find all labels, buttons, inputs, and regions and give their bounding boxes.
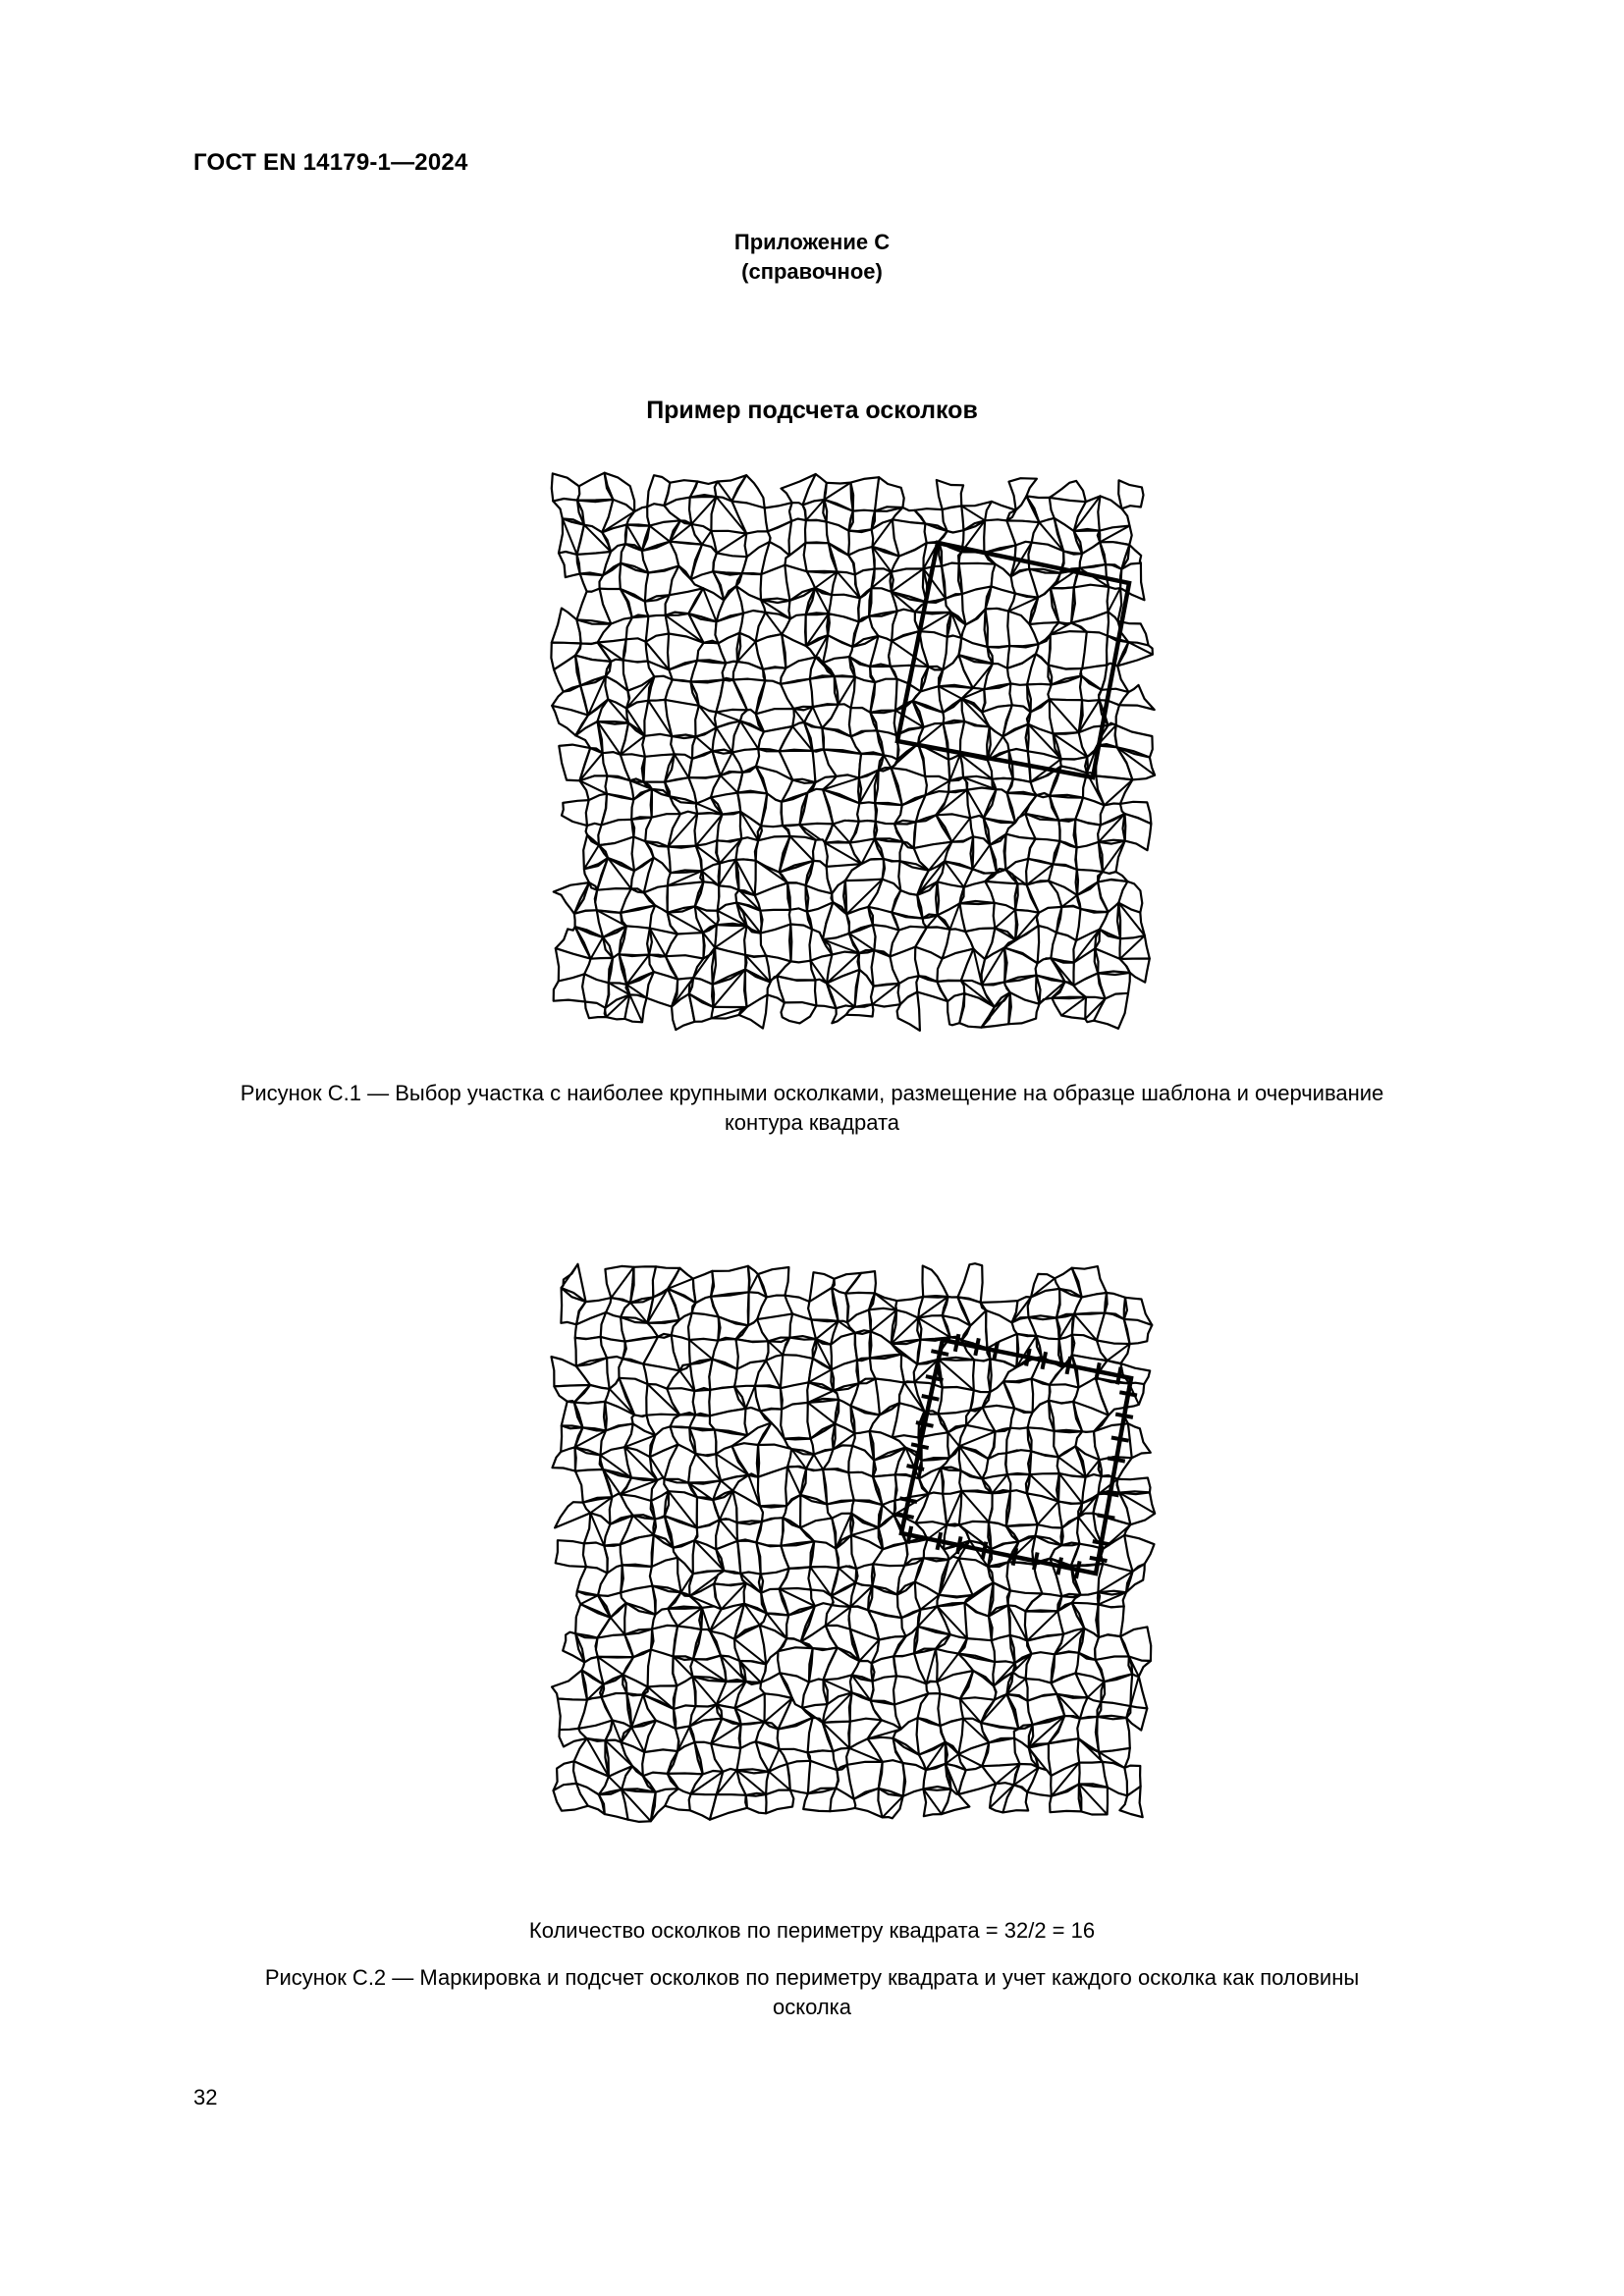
glass-fragment: [937, 480, 963, 509]
glass-fragment: [1128, 1423, 1151, 1458]
glass-fragment: [1098, 1702, 1131, 1718]
glass-fragment: [1118, 480, 1143, 508]
glass-fragment: [1124, 1319, 1153, 1344]
glass-fragment: [787, 1761, 810, 1793]
glass-fragment: [690, 661, 726, 682]
glass-fragment: [623, 638, 648, 662]
glass-fragment: [1082, 632, 1108, 669]
glass-fragment: [1076, 842, 1103, 872]
glass-fragment: [870, 679, 898, 713]
figure-c1-caption-line1: Рисунок С.1 — Выбор участка с наиболее крупными осколками, размещение на образце шаблона и очерчивание: [240, 1081, 1384, 1105]
glass-fragment: [553, 1447, 575, 1470]
glass-fragment: [973, 1359, 990, 1392]
glass-fragment: [782, 1002, 817, 1023]
glass-fragment: [903, 1763, 927, 1796]
glass-fragment: [766, 1790, 793, 1814]
document-header: ГОСТ EN 14179-1—2024: [193, 149, 468, 176]
glass-fragment: [943, 506, 964, 533]
glass-fragment: [756, 634, 786, 669]
glass-fragment: [1098, 1605, 1123, 1638]
glass-fragment: [556, 1540, 586, 1567]
glass-fragment: [710, 1794, 747, 1820]
figure-c2-caption-line2: осколка: [772, 1995, 852, 2019]
figure-c2-caption: [216, 1963, 1408, 2022]
glass-fragment: [957, 1263, 982, 1303]
glass-fragment: [777, 977, 817, 1006]
figure-c1-caption: [187, 1079, 1437, 1138]
glass-fragment: [986, 609, 1010, 647]
glass-fragment: [717, 812, 741, 841]
glass-fragment: [1097, 1717, 1130, 1752]
glass-fragment: [562, 800, 589, 826]
glass-fragment: [941, 1468, 961, 1494]
glass-fragment: [693, 1390, 711, 1415]
glass-fragment: [1006, 1450, 1032, 1474]
glass-fragment: [923, 1266, 948, 1298]
appendix-title: Приложение С: [733, 230, 891, 254]
figure-c2-fracture-pattern: [530, 1243, 1178, 1851]
glass-fragment: [1049, 631, 1087, 668]
glass-fragment: [755, 1386, 782, 1412]
fragment-count-formula: Количество осколков по периметру квадрата = 32/2 = 16: [528, 1918, 1096, 1943]
page-number: 32: [193, 2085, 218, 2109]
glass-fragment: [1120, 935, 1150, 960]
glass-fragment: [552, 473, 581, 501]
glass-fragment: [552, 609, 581, 644]
section-title: Пример подсчета осколков: [646, 397, 978, 424]
glass-fragment: [1126, 1706, 1147, 1731]
appendix-kind: (справочное): [741, 259, 883, 284]
glass-fragments: [551, 473, 1155, 1031]
glass-fragment: [875, 477, 904, 510]
appendix-heading: [0, 228, 1624, 287]
glass-fragment: [855, 1331, 871, 1360]
glass-fragment: [787, 882, 807, 911]
figure-c1-fracture-pattern: [530, 452, 1178, 1060]
glass-fragment: [810, 676, 839, 707]
glass-fragment: [665, 700, 698, 737]
glass-fragments: [552, 1263, 1156, 1822]
glass-fragment: [1096, 776, 1132, 806]
glass-fragment: [1006, 1427, 1031, 1453]
glass-fragment: [857, 802, 876, 822]
figure-c2-caption-line1: Рисунок С.2 — Маркировка и подсчет осколков по периметру квадрата и учет каждого осколка как половины: [264, 1965, 1360, 1990]
glass-fragment: [746, 1794, 768, 1813]
glass-fragment: [781, 1403, 810, 1439]
figure-c1-caption-line2: контура квадрата: [724, 1110, 900, 1135]
glass-fragment: [1117, 1478, 1151, 1493]
